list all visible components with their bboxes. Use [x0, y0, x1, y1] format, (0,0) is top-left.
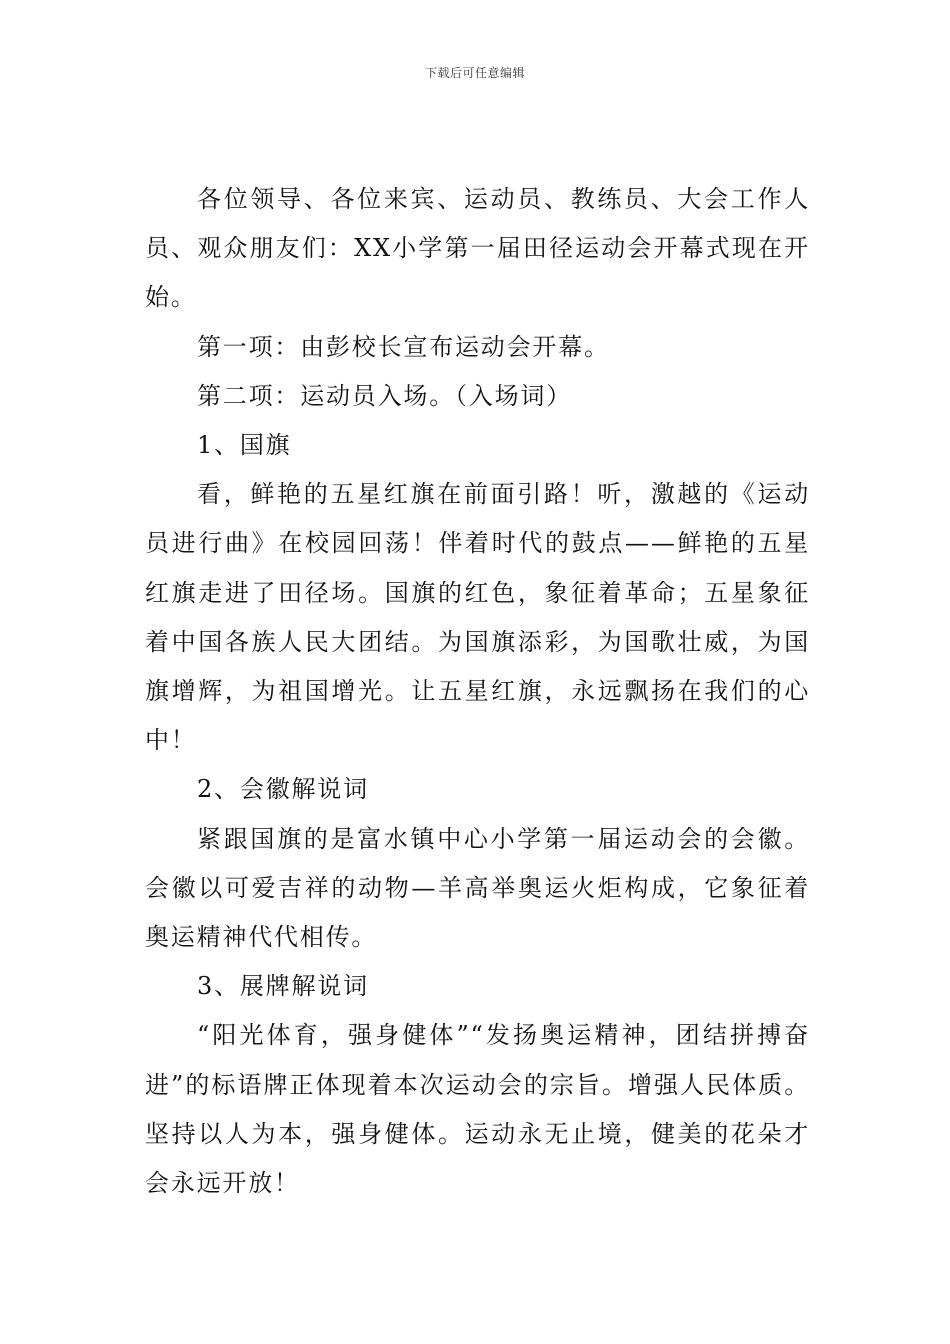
section-heading-emblem: 2、会徽解说词: [197, 775, 369, 804]
banner-paragraph: “阳光体育，强身健体”“发扬奥运精神，团结拼搏奋进”的标语牌正体现着本次运动会的宗旨。增强人民体质。坚持以人为本，强身健体。运动永无止境，健美的花朵才会永远开放！: [145, 1021, 810, 1198]
flag-paragraph: 看，鲜艳的五星红旗在前面引路！听，激越的《运动员进行曲》在校园回荡！伴着时代的鼓点——鲜艳的五星红旗走进了田径场。国旗的红色，象征着革命；五星象征着中国各族人民大团结。为国旗添彩，为国歌壮威，为国旗增辉，为祖国增光。让五星红旗，永远飘扬在我们的心中！: [145, 480, 810, 755]
section-heading-flag: 1、国旗: [197, 431, 292, 460]
item-one-paragraph: 第一项：由彭校长宣布运动会开幕。: [197, 332, 610, 361]
section-heading-banner: 3、展牌解说词: [197, 972, 369, 1001]
opening-paragraph: 各位领导、各位来宾、运动员、教练员、大会工作人员、观众朋友们：XX小学第一届田径运动会开幕式现在开始。: [145, 185, 810, 312]
page-header-note: 下载后可任意编辑: [424, 66, 525, 80]
document-body: [145, 175, 810, 1208]
item-two-paragraph: 第二项：运动员入场。（入场词）: [197, 381, 572, 410]
emblem-paragraph: 紧跟国旗的是富水镇中心小学第一届运动会的会徽。会徽以可爱吉祥的动物—羊高举奥运火炬构成，它象征着奥运精神代代相传。: [145, 824, 810, 952]
